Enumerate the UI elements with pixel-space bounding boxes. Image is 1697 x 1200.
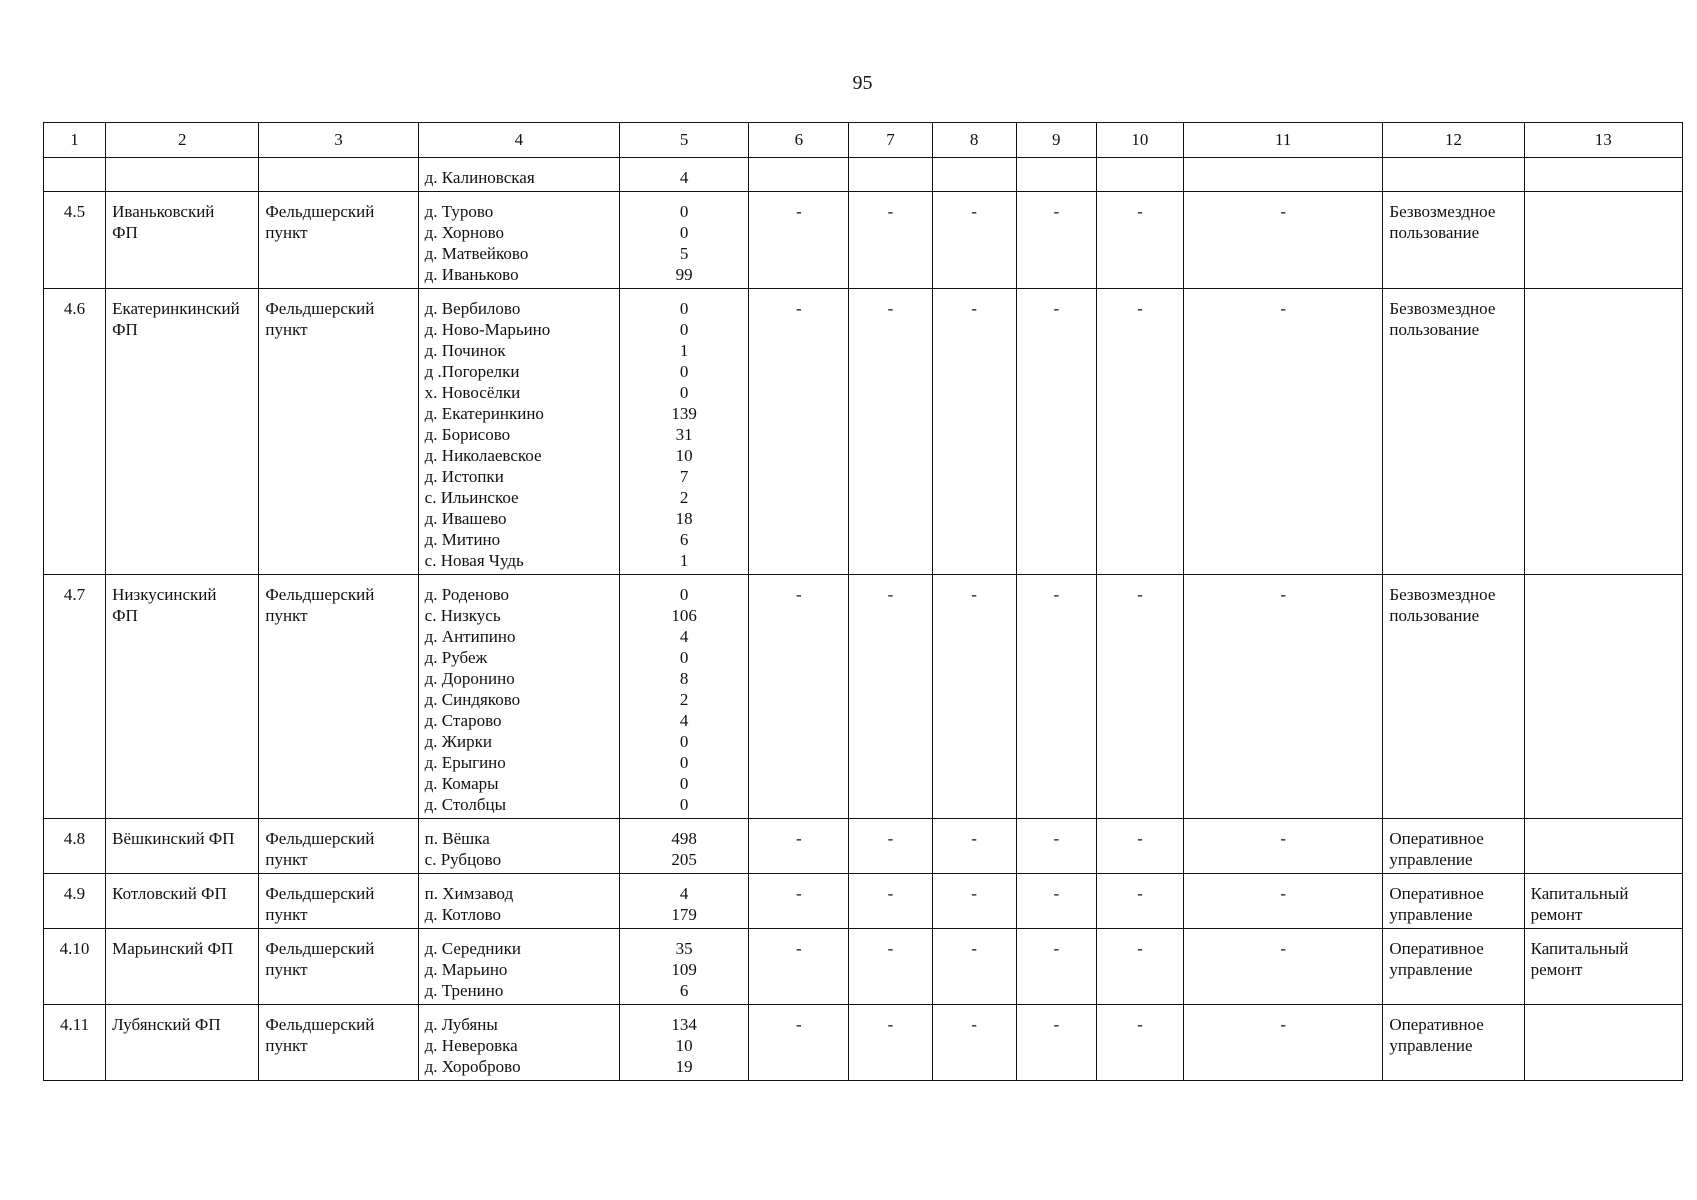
population-counts-line: 0 [679, 320, 689, 339]
settlements-list [418, 575, 619, 819]
facility-name [106, 192, 259, 289]
column-header-13: 13 [1524, 123, 1682, 158]
population-counts-line: 205 [671, 850, 697, 869]
settlements-list-line: д. Неверовка [424, 1036, 518, 1055]
cell-c11: - [1184, 192, 1383, 289]
facility-name-line: Марьинский ФП [112, 939, 234, 958]
planned-action-line: Капитальный [1530, 884, 1629, 903]
cell-c9: - [1016, 929, 1096, 1005]
cell-c6: - [749, 575, 849, 819]
column-header-8: 8 [932, 123, 1016, 158]
planned-action [1524, 289, 1682, 575]
population-counts-line: 6 [679, 530, 689, 549]
facility-name-line: Котловский ФП [112, 884, 227, 903]
property-status [1383, 1005, 1524, 1081]
cell-c10: - [1096, 289, 1183, 575]
page-number: 95 [852, 72, 873, 94]
cell-c6: - [749, 289, 849, 575]
settlements-list-line: д. Жирки [424, 732, 492, 751]
cell-c10 [1096, 158, 1183, 192]
settlements-list-line: д. Ивашево [424, 509, 507, 528]
cell-c8: - [932, 819, 1016, 874]
settlements-list-line: д. Ерыгино [424, 753, 506, 772]
facility-name [106, 575, 259, 819]
population-counts-line: 139 [671, 404, 697, 423]
population-counts-line: 0 [679, 585, 689, 604]
settlements-list-line: д .Погорелки [424, 362, 520, 381]
property-status-line: пользование [1389, 223, 1480, 242]
settlements-list-line: д. Матвейково [424, 244, 529, 263]
column-header-1: 1 [44, 123, 106, 158]
population-counts-line: 10 [675, 446, 693, 465]
settlements-list-line: д. Калиновская [424, 168, 535, 187]
planned-action [1524, 1005, 1682, 1081]
facility-name [106, 289, 259, 575]
cell-c9: - [1016, 289, 1096, 575]
facility-type [259, 289, 418, 575]
facility-type-line: пункт [265, 1036, 308, 1055]
facilities-table [43, 122, 1683, 1081]
row-number [44, 158, 106, 192]
population-counts-line: 6 [679, 981, 689, 1000]
population-counts-line: 109 [671, 960, 697, 979]
cell-c6: - [749, 192, 849, 289]
settlements-list-line: д. Рубеж [424, 648, 488, 667]
population-counts-line: 19 [675, 1057, 693, 1076]
property-status-line: управление [1389, 850, 1473, 869]
population-counts-line: 1 [679, 551, 689, 570]
facility-name-line: Вёшкинский ФП [112, 829, 235, 848]
table-row [44, 819, 1683, 874]
population-counts-line: 7 [679, 467, 689, 486]
property-status-line: Безвозмездное [1389, 585, 1496, 604]
cell-c7: - [849, 929, 932, 1005]
cell-c8: - [932, 874, 1016, 929]
cell-c11: - [1184, 289, 1383, 575]
cell-c9: - [1016, 192, 1096, 289]
planned-action [1524, 158, 1682, 192]
cell-c8: - [932, 575, 1016, 819]
property-status-line: пользование [1389, 320, 1480, 339]
cell-c7: - [849, 874, 932, 929]
facility-name [106, 929, 259, 1005]
settlements-list-line: д. Ново-Марьино [424, 320, 551, 339]
column-header-7: 7 [849, 123, 932, 158]
planned-action-line: Капитальный [1530, 939, 1629, 958]
facility-type [259, 819, 418, 874]
population-counts-line: 179 [671, 905, 697, 924]
facility-type-line: пункт [265, 606, 308, 625]
population-counts-line: 5 [679, 244, 689, 263]
cell-c11: - [1184, 929, 1383, 1005]
cell-c11: - [1184, 1005, 1383, 1081]
cell-c7: - [849, 819, 932, 874]
facility-type-line: Фельдшерский [265, 1015, 375, 1034]
population-counts-line: 1 [679, 341, 689, 360]
property-status [1383, 192, 1524, 289]
table-row [44, 1005, 1683, 1081]
settlements-list [418, 929, 619, 1005]
property-status [1383, 874, 1524, 929]
cell-c11: - [1184, 874, 1383, 929]
planned-action [1524, 929, 1682, 1005]
cell-c8 [932, 158, 1016, 192]
property-status [1383, 158, 1524, 192]
facility-name-line: Екатеринкинский [112, 299, 240, 318]
cell-c11 [1184, 158, 1383, 192]
population-counts-line: 0 [679, 795, 689, 814]
facility-type-line: Фельдшерский [265, 884, 375, 903]
facility-name-line: ФП [112, 223, 138, 242]
property-status-line: Оперативное [1389, 884, 1484, 903]
population-counts-line: 106 [671, 606, 697, 625]
settlements-list-line: д. Котлово [424, 905, 501, 924]
column-header-12: 12 [1383, 123, 1524, 158]
cell-c8: - [932, 929, 1016, 1005]
population-counts-line: 10 [675, 1036, 693, 1055]
population-counts [620, 874, 749, 929]
population-counts [620, 575, 749, 819]
property-status [1383, 929, 1524, 1005]
planned-action [1524, 874, 1682, 929]
table-row [44, 575, 1683, 819]
facility-type [259, 192, 418, 289]
settlements-list-line: д. Синдяково [424, 690, 521, 709]
settlements-list-line: д. Вербилово [424, 299, 521, 318]
population-counts-line: 0 [679, 732, 689, 751]
cell-c10: - [1096, 819, 1183, 874]
column-header-5: 5 [620, 123, 749, 158]
population-counts-line: 4 [679, 168, 689, 187]
cell-c10: - [1096, 575, 1183, 819]
population-counts-line: 0 [679, 753, 689, 772]
population-counts-line: 18 [675, 509, 693, 528]
population-counts [620, 158, 749, 192]
property-status-line: управление [1389, 960, 1473, 979]
column-header-9: 9 [1016, 123, 1096, 158]
cell-c6: - [749, 874, 849, 929]
cell-c6: - [749, 929, 849, 1005]
settlements-list-line: д. Хорново [424, 223, 505, 242]
settlements-list-line: п. Химзавод [424, 884, 514, 903]
facility-name-line: ФП [112, 606, 138, 625]
settlements-list-line: с. Низкусь [424, 606, 501, 625]
column-header-6: 6 [749, 123, 849, 158]
cell-c10: - [1096, 192, 1183, 289]
facility-type [259, 929, 418, 1005]
population-counts [620, 929, 749, 1005]
settlements-list [418, 819, 619, 874]
settlements-list-line: с. Рубцово [424, 850, 502, 869]
table-body [44, 158, 1683, 1081]
planned-action-line: ремонт [1530, 960, 1583, 979]
row-number: 4.10 [44, 929, 106, 1005]
column-header-4: 4 [418, 123, 619, 158]
row-number: 4.9 [44, 874, 106, 929]
facility-type-line: Фельдшерский [265, 939, 375, 958]
facility-type-line: Фельдшерский [265, 585, 375, 604]
cell-c6: - [749, 1005, 849, 1081]
property-status [1383, 289, 1524, 575]
population-counts-line: 99 [675, 265, 693, 284]
cell-c7: - [849, 1005, 932, 1081]
settlements-list-line: д. Борисово [424, 425, 511, 444]
settlements-list [418, 289, 619, 575]
cell-c11: - [1184, 819, 1383, 874]
settlements-list-line: д. Роденово [424, 585, 510, 604]
property-status-line: управление [1389, 1036, 1473, 1055]
facility-type-line: Фельдшерский [265, 299, 375, 318]
property-status-line: Безвозмездное [1389, 202, 1496, 221]
facility-type-line: Фельдшерский [265, 202, 375, 221]
settlements-list-line: д. Истопки [424, 467, 504, 486]
facility-type-line: пункт [265, 905, 308, 924]
settlements-list-line: д. Турово [424, 202, 494, 221]
property-status-line: Оперативное [1389, 939, 1484, 958]
settlements-list-line: п. Вёшка [424, 829, 490, 848]
settlements-list [418, 158, 619, 192]
settlements-list-line: д. Тренино [424, 981, 504, 1000]
column-header-3: 3 [259, 123, 418, 158]
table-row [44, 289, 1683, 575]
cell-c9: - [1016, 819, 1096, 874]
settlements-list-line: д. Марьино [424, 960, 508, 979]
settlements-list [418, 874, 619, 929]
population-counts-line: 0 [679, 774, 689, 793]
planned-action [1524, 192, 1682, 289]
property-status-line: пользование [1389, 606, 1480, 625]
facility-name-line: Низкусинский [112, 585, 217, 604]
facility-name-line: Иваньковский [112, 202, 215, 221]
property-status-line: Оперативное [1389, 1015, 1484, 1034]
cell-c9: - [1016, 1005, 1096, 1081]
cell-c7: - [849, 192, 932, 289]
facility-name [106, 874, 259, 929]
cell-c8: - [932, 289, 1016, 575]
population-counts-line: 2 [679, 690, 689, 709]
cell-c6: - [749, 819, 849, 874]
property-status-line: Безвозмездное [1389, 299, 1496, 318]
planned-action [1524, 819, 1682, 874]
population-counts-line: 0 [679, 648, 689, 667]
facility-type [259, 575, 418, 819]
cell-c9: - [1016, 575, 1096, 819]
column-header-11: 11 [1184, 123, 1383, 158]
row-number: 4.6 [44, 289, 106, 575]
row-number: 4.5 [44, 192, 106, 289]
facility-name [106, 819, 259, 874]
settlements-list [418, 1005, 619, 1081]
settlements-list-line: д. Николаевское [424, 446, 542, 465]
property-status-line: Оперативное [1389, 829, 1484, 848]
population-counts-line: 2 [679, 488, 689, 507]
population-counts-line: 31 [675, 425, 693, 444]
property-status [1383, 819, 1524, 874]
population-counts-line: 8 [679, 669, 689, 688]
population-counts-line: 0 [679, 299, 689, 318]
cell-c9 [1016, 158, 1096, 192]
table-row [44, 929, 1683, 1005]
facility-type [259, 158, 418, 192]
cell-c8: - [932, 192, 1016, 289]
facility-type-line: пункт [265, 960, 308, 979]
settlements-list-line: д. Лубяны [424, 1015, 498, 1034]
facility-name [106, 158, 259, 192]
column-header-10: 10 [1096, 123, 1183, 158]
population-counts-line: 134 [671, 1015, 697, 1034]
planned-action-line: ремонт [1530, 905, 1583, 924]
facility-type [259, 874, 418, 929]
facility-type-line: пункт [265, 850, 308, 869]
settlements-list-line: д. Хороброво [424, 1057, 521, 1076]
property-status [1383, 575, 1524, 819]
population-counts-line: 0 [679, 383, 689, 402]
column-header-2: 2 [106, 123, 259, 158]
cell-c7: - [849, 575, 932, 819]
population-counts [620, 1005, 749, 1081]
population-counts-line: 4 [679, 627, 689, 646]
facility-type-line: пункт [265, 320, 308, 339]
property-status-line: управление [1389, 905, 1473, 924]
population-counts-line: 0 [679, 362, 689, 381]
settlements-list-line: д. Середники [424, 939, 521, 958]
cell-c11: - [1184, 575, 1383, 819]
table-row [44, 192, 1683, 289]
settlements-list-line: д. Екатеринкино [424, 404, 544, 423]
settlements-list [418, 192, 619, 289]
cell-c7: - [849, 289, 932, 575]
settlements-list-line: с. Новая Чудь [424, 551, 524, 570]
settlements-list-line: д. Антипино [424, 627, 516, 646]
settlements-list-line: д. Доронино [424, 669, 515, 688]
settlements-list-line: д. Иваньково [424, 265, 519, 284]
population-counts-line: 4 [679, 884, 689, 903]
facility-type-line: пункт [265, 223, 308, 242]
settlements-list-line: д. Митино [424, 530, 501, 549]
table-row [44, 158, 1683, 192]
planned-action [1524, 575, 1682, 819]
facility-name [106, 1005, 259, 1081]
settlements-list-line: д. Старово [424, 711, 502, 730]
header-row [44, 123, 1683, 158]
cell-c7 [849, 158, 932, 192]
row-number: 4.11 [44, 1005, 106, 1081]
cell-c10: - [1096, 1005, 1183, 1081]
cell-c10: - [1096, 874, 1183, 929]
table-row [44, 874, 1683, 929]
row-number: 4.8 [44, 819, 106, 874]
population-counts-line: 35 [675, 939, 693, 958]
cell-c10: - [1096, 929, 1183, 1005]
population-counts-line: 4 [679, 711, 689, 730]
facility-type-line: Фельдшерский [265, 829, 375, 848]
settlements-list-line: с. Ильинское [424, 488, 519, 507]
population-counts [620, 289, 749, 575]
facility-name-line: Лубянский ФП [112, 1015, 221, 1034]
row-number: 4.7 [44, 575, 106, 819]
population-counts-line: 498 [671, 829, 697, 848]
facility-name-line: ФП [112, 320, 138, 339]
settlements-list-line: д. Столбцы [424, 795, 507, 814]
population-counts [620, 819, 749, 874]
population-counts-line: 0 [679, 223, 689, 242]
settlements-list-line: д. Починок [424, 341, 506, 360]
population-counts [620, 192, 749, 289]
settlements-list-line: х. Новосёлки [424, 383, 521, 402]
settlements-list-line: д. Комары [424, 774, 499, 793]
cell-c9: - [1016, 874, 1096, 929]
cell-c8: - [932, 1005, 1016, 1081]
population-counts-line: 0 [679, 202, 689, 221]
facility-type [259, 1005, 418, 1081]
cell-c6 [749, 158, 849, 192]
